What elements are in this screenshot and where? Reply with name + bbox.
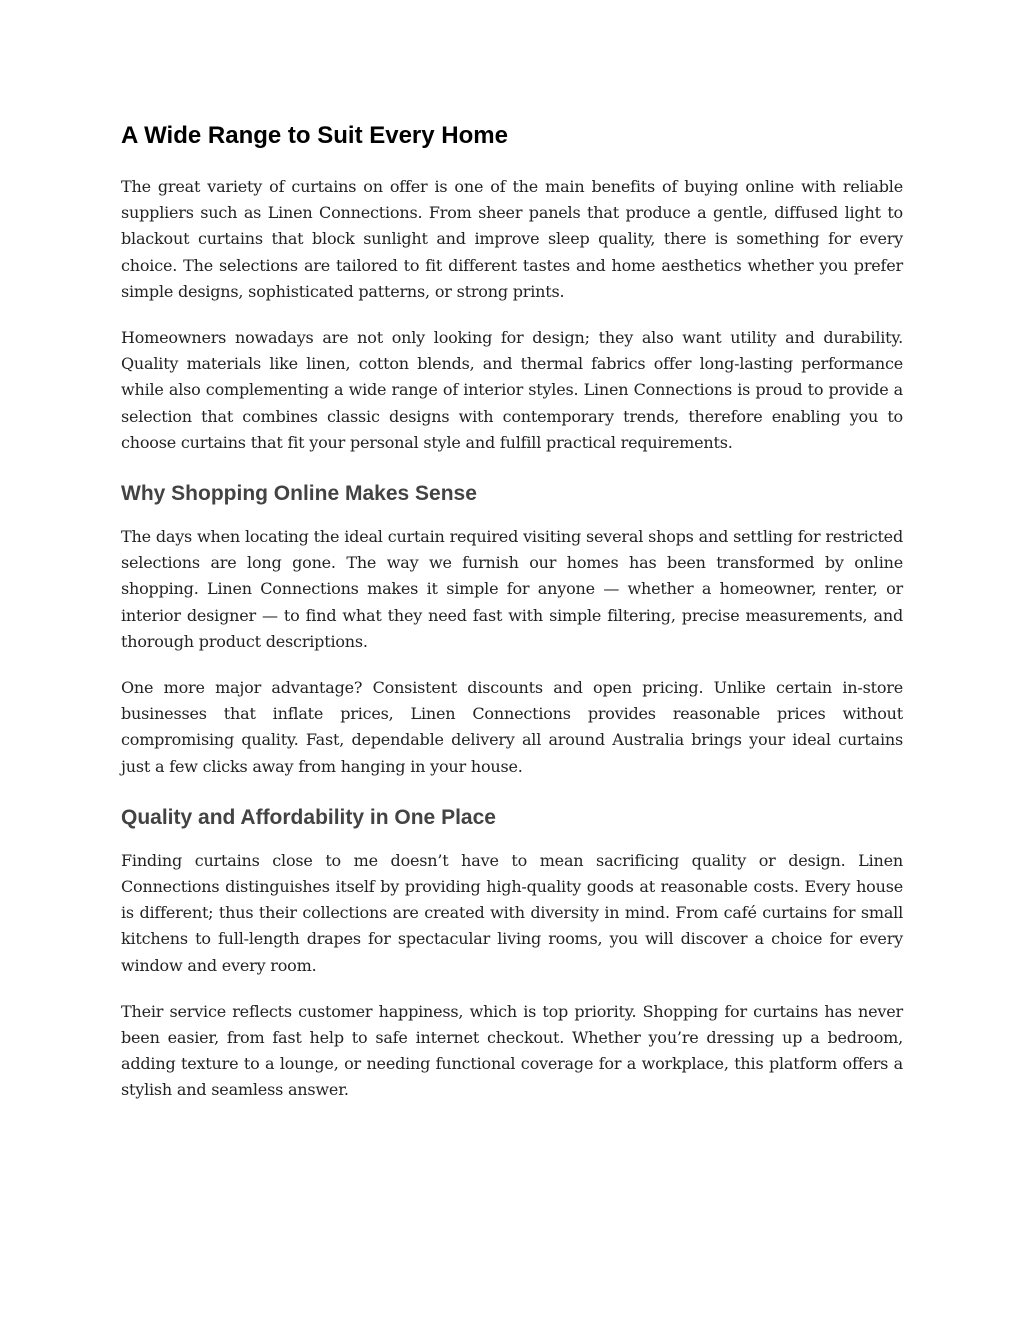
page-title: A Wide Range to Suit Every Home	[121, 122, 508, 149]
paragraph: The great variety of curtains on offer is one of the main benefits of buying online with reliable suppliers such as Linen Connections. From sheer panels that produce a gentle, diffused light to blackout curtains that block sunlight and improve sleep quality, there is something for every choice. The selections are tailored to fit different tastes and home aesthetics whether you prefer simple designs, sophisticated patterns, or strong prints.	[121, 177, 903, 301]
document-page	[121, 116, 903, 1124]
paragraph: Finding curtains close to me doesn’t have to mean sacrificing quality or design. Linen Connections distinguishes itself by providing high-quality goods at reasonable costs. Every house is different; thus their collections are created with diversity in mind. From café curtains for small kitchens to full-length drapes for spectacular living rooms, you will discover a choice for every window and every room.	[121, 850, 903, 975]
paragraph: One more major advantage? Consistent discounts and open pricing. Unlike certain in-store businesses that inflate prices, Linen Connections provides reasonable prices without compromising quality. Fast, dependable delivery all around Australia brings your ideal curtains just a few clicks away from hanging in your house.	[121, 678, 903, 776]
paragraph: The days when locating the ideal curtain required visiting several shops and settling for restricted selections are long gone. The way we furnish our homes has been transformed by online shopping. Linen Connections makes it simple for anyone — whether a homeowner, renter, or interior designer — to find what they need fast with simple filtering, precise measurements, and thorough product descriptions.	[121, 527, 903, 651]
section-heading: Quality and Affordability in One Place	[121, 805, 496, 829]
paragraph: Homeowners nowadays are not only looking for design; they also want utility and durability. Quality materials like linen, cotton blends, and thermal fabrics offer long-lasting performance while also complementing a wide range of interior styles. Linen Connections is proud to provide a selection that combines classic designs with contemporary trends, therefore enabling you to choose curtains that fit your personal style and fulfill practical requirements.	[121, 328, 903, 452]
section-heading: Why Shopping Online Makes Sense	[121, 482, 477, 506]
paragraph: Their service reflects customer happiness, which is top priority. Shopping for curtains has never been easier, from fast help to safe internet checkout. Whether you’re dressing up a bedroom, adding texture to a lounge, or needing functional coverage for a workplace, this platform offers a stylish and seamless answer.	[121, 1001, 903, 1100]
